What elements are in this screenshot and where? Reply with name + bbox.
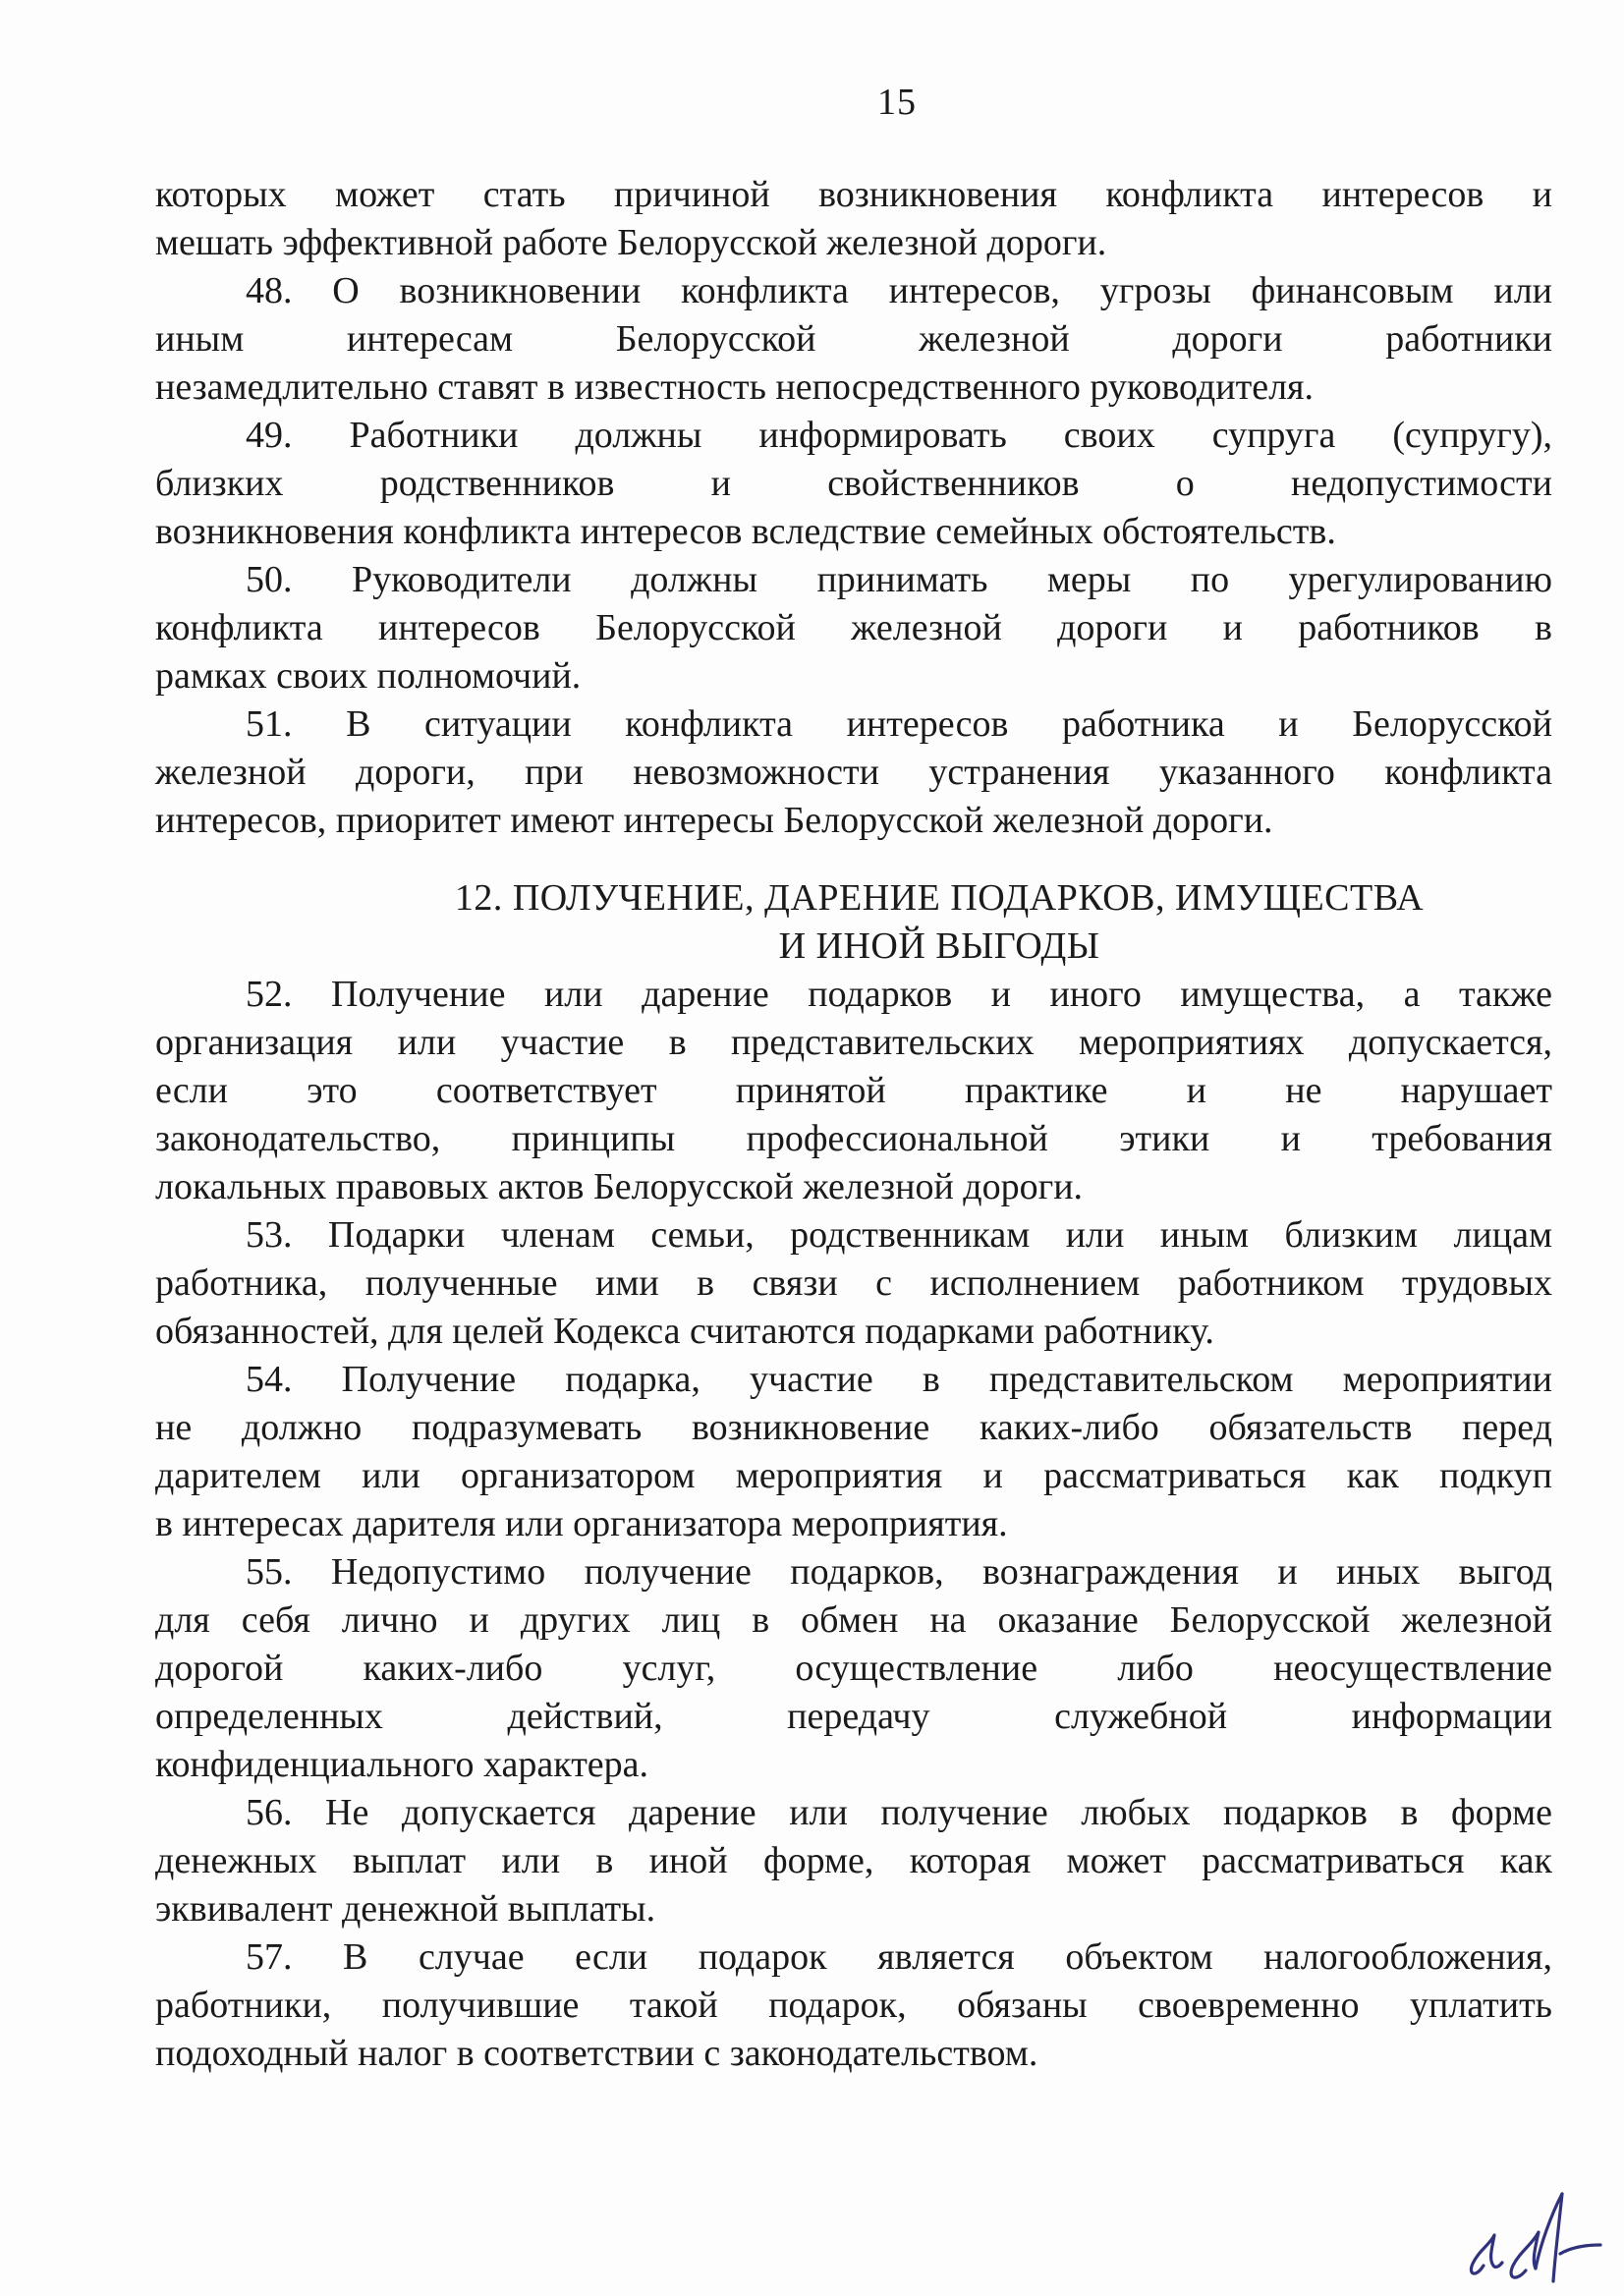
paragraph-continuation: [155, 171, 1552, 267]
text-line: конфликта интересов Белорусской железной дороги и работников в: [155, 607, 1552, 648]
text-line: 53. Подарки членам семьи, родственникам или иным близким лицам: [246, 1214, 1552, 1256]
text-line: 57. В случае если подарок является объектом налогообложения,: [246, 1936, 1552, 1978]
text-line: эквивалент денежной выплаты.: [155, 1888, 656, 1930]
text-line: 54. Получение подарка, участие в представительском мероприятии: [246, 1359, 1552, 1400]
paragraph-57: [155, 1933, 1552, 2078]
text-line: железной дороги, при невозможности устранения указанного конфликта: [155, 752, 1552, 793]
section-heading-line: 12. ПОЛУЧЕНИЕ, ДАРЕНИЕ ПОДАРКОВ, ИМУЩЕСТВА: [454, 877, 1425, 919]
text-line: близких родственников и свойственников о недопустимости: [155, 463, 1552, 504]
text-line: конфиденциального характера.: [155, 1744, 649, 1785]
text-line: определенных действий, передачу служебной информации: [155, 1696, 1552, 1737]
text-line: в интересах дарителя или организатора мероприятия.: [155, 1503, 1008, 1544]
paragraph-54: [155, 1356, 1552, 1548]
text-line: локальных правовых актов Белорусской железной дороги.: [155, 1166, 1084, 1207]
text-line: возникновения конфликта интересов вследствие семейных обстоятельств.: [155, 511, 1336, 552]
text-line: мешать эффективной работе Белорусской железной дороги.: [155, 222, 1107, 263]
paragraph-50: [155, 556, 1552, 700]
text-line: обязанностей, для целей Кодекса считаются подарками работнику.: [155, 1311, 1214, 1352]
text-line: 56. Не допускается дарение или получение любых подарков в форме: [246, 1792, 1552, 1833]
text-line: 51. В ситуации конфликта интересов работника и Белорусской: [246, 703, 1552, 745]
text-line: которых может стать причиной возникновения конфликта интересов и: [155, 174, 1552, 215]
handwritten-signature: [1467, 2187, 1606, 2287]
text-line: организация или участие в представительских мероприятиях допускается,: [155, 1022, 1552, 1063]
paragraph-48: [155, 267, 1552, 412]
text-line: 55. Недопустимо получение подарков, вознаграждения и иных выгод: [246, 1551, 1552, 1593]
text-line: законодательство, принципы профессиональной этики и требования: [155, 1118, 1552, 1159]
text-line: интересов, приоритет имеют интересы Белорусской железной дороги.: [155, 800, 1273, 841]
text-line: дорогой каких-либо услуг, осуществление либо неосуществление: [155, 1648, 1552, 1689]
section-heading: [155, 874, 1552, 971]
paragraph-51: [155, 700, 1552, 845]
signature-stroke: [1511, 2232, 1539, 2277]
document-body: [155, 171, 1552, 2078]
paragraph-49: [155, 412, 1552, 556]
text-line: работника, полученные ими в связи с исполнением работником трудовых: [155, 1262, 1552, 1304]
text-line: 49. Работники должны информировать своих супруга (супругу),: [246, 415, 1552, 456]
signature-stroke: [1471, 2235, 1502, 2273]
text-line: незамедлительно ставят в известность непосредственного руководителя.: [155, 366, 1315, 408]
section-heading-line: И ИНОЙ ВЫГОДЫ: [778, 925, 1100, 967]
text-line: дарителем или организатором мероприятия и рассматриваться как подкуп: [155, 1455, 1552, 1496]
text-line: работники, получившие такой подарок, обязаны своевременно уплатить: [155, 1985, 1552, 2026]
text-line: 48. О возникновении конфликта интересов, угрозы финансовым или: [246, 270, 1552, 311]
text-line: подоходный налог в соответствии с законодательством.: [155, 2033, 1038, 2074]
text-line: иным интересам Белорусской железной дороги работники: [155, 318, 1552, 360]
text-line: 50. Руководители должны принимать меры по урегулированию: [246, 559, 1552, 600]
paragraph-53: [155, 1211, 1552, 1356]
paragraph-55: [155, 1548, 1552, 1789]
text-line: рамках своих полномочий.: [155, 655, 582, 697]
text-line: для себя лично и других лиц в обмен на оказание Белорусской железной: [155, 1599, 1552, 1641]
paragraph-56: [155, 1789, 1552, 1933]
signature-stroke: [1560, 2245, 1600, 2254]
text-line: не должно подразумевать возникновение каких-либо обязательств перед: [155, 1407, 1552, 1448]
text-line: денежных выплат или в иной форме, которая может рассматриваться как: [155, 1840, 1552, 1881]
text-line: если это соответствует принятой практике и не нарушает: [155, 1070, 1552, 1111]
text-line: 52. Получение или дарение подарков и иного имущества, а также: [246, 974, 1552, 1015]
paragraph-52: [155, 971, 1552, 1211]
page-number: 15: [877, 82, 917, 123]
